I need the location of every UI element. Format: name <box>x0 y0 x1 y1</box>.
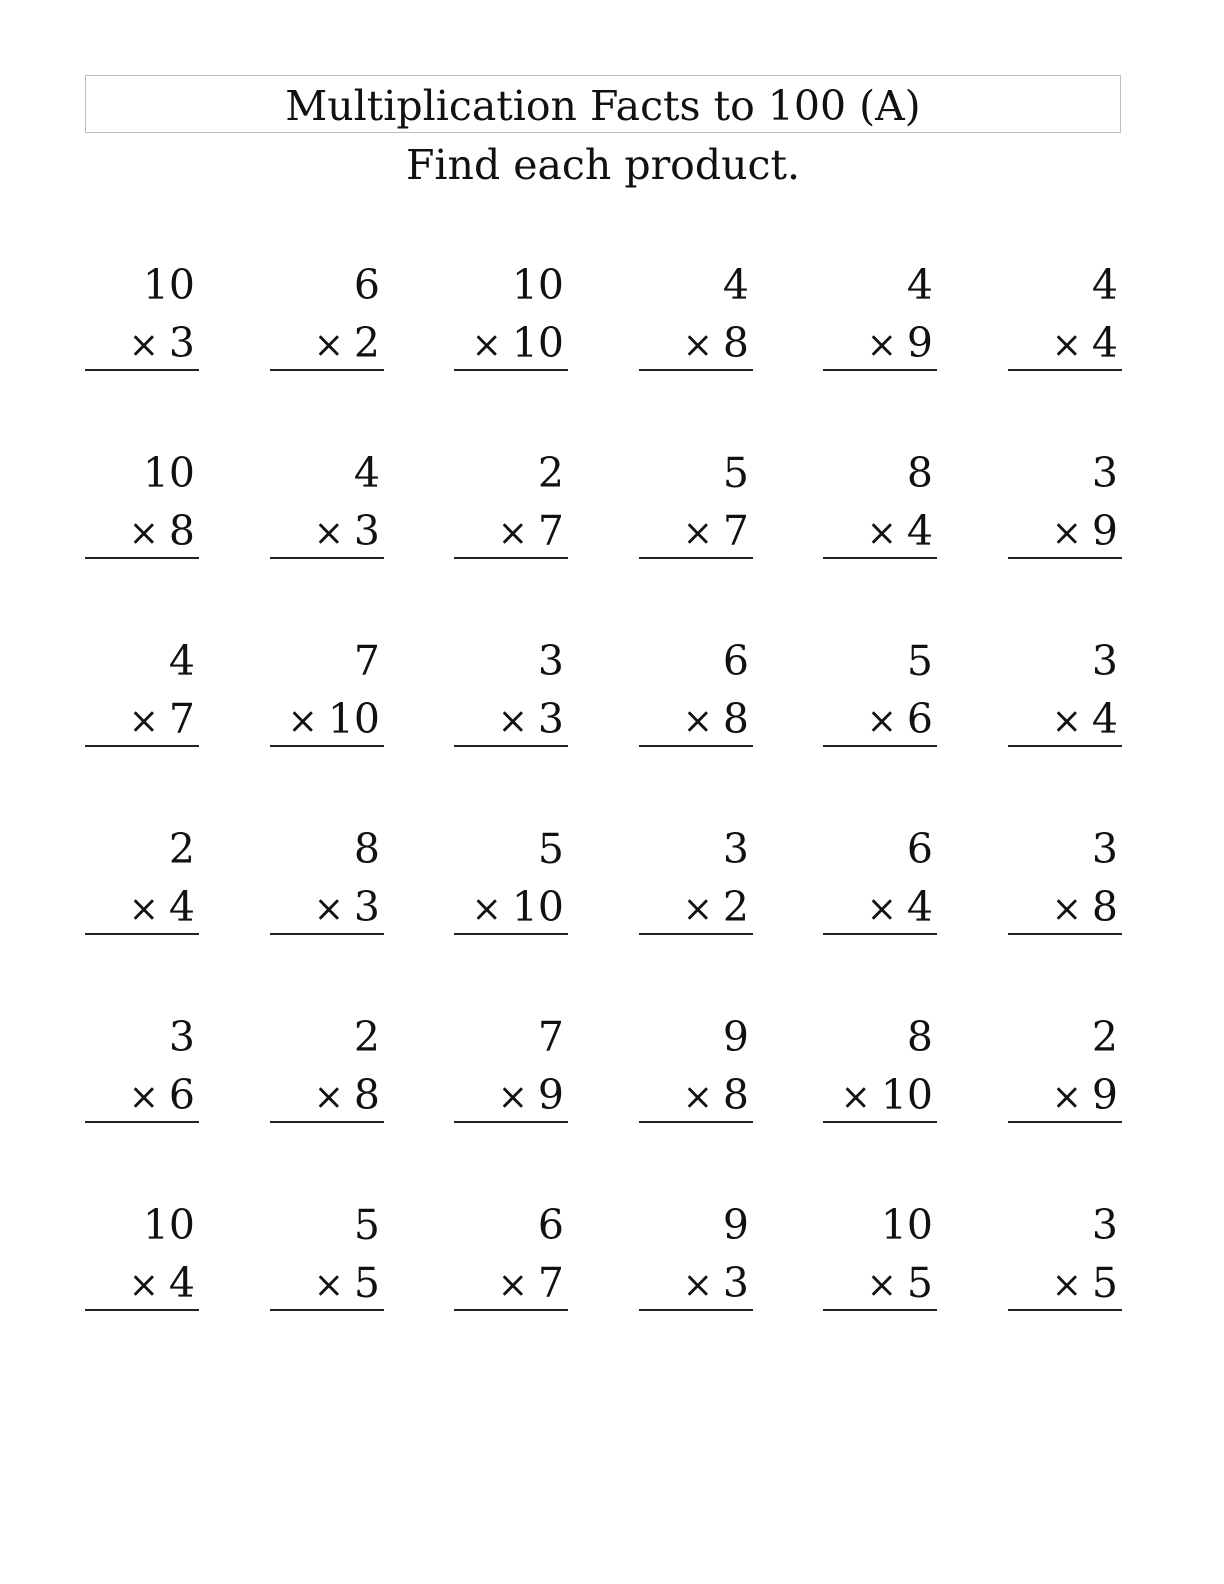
multiplier: 5 <box>353 1259 380 1307</box>
multiplier: 3 <box>168 319 195 367</box>
multiplicand: 7 <box>537 1013 564 1061</box>
multiplier: 3 <box>353 883 380 931</box>
multiplier: 9 <box>906 319 933 367</box>
multiplier-line <box>498 1258 564 1311</box>
multiplier: 8 <box>722 319 749 367</box>
answer-line <box>823 1121 937 1123</box>
multiplier: 8 <box>722 695 749 743</box>
multiplier: 9 <box>1091 1071 1118 1119</box>
times-sign: × <box>313 1265 344 1306</box>
multiplicand: 3 <box>722 825 749 873</box>
problem-row <box>85 824 1123 1012</box>
times-sign: × <box>128 1077 159 1118</box>
multiplicand: 5 <box>906 637 933 685</box>
multiplicand: 9 <box>722 1013 749 1061</box>
times-sign: × <box>287 701 318 742</box>
answer-line <box>270 1121 384 1123</box>
problem <box>270 448 384 560</box>
multiplier-line <box>683 882 749 935</box>
multiplicand: 10 <box>142 449 195 497</box>
times-sign: × <box>866 701 897 742</box>
times-sign: × <box>313 513 344 554</box>
times-sign: × <box>866 325 897 366</box>
multiplier: 7 <box>168 695 195 743</box>
problem <box>454 636 568 748</box>
multiplier: 8 <box>353 1071 380 1119</box>
multiplier-line <box>314 1258 380 1311</box>
problem <box>823 824 937 936</box>
problem <box>270 1012 384 1124</box>
multiplier: 4 <box>906 507 933 555</box>
answer-line <box>85 745 199 747</box>
multiplicand: 4 <box>1091 261 1118 309</box>
problem <box>639 1200 753 1312</box>
answer-line <box>639 933 753 935</box>
multiplicand: 5 <box>537 825 564 873</box>
multiplier-line <box>498 694 564 747</box>
multiplicand: 9 <box>722 1201 749 1249</box>
multiplicand: 4 <box>353 449 380 497</box>
times-sign: × <box>1051 701 1082 742</box>
multiplier: 4 <box>906 883 933 931</box>
multiplier: 2 <box>353 319 380 367</box>
answer-line <box>639 1309 753 1311</box>
answer-line <box>1008 557 1122 559</box>
multiplier: 10 <box>511 319 564 367</box>
times-sign: × <box>866 889 897 930</box>
multiplicand: 3 <box>1091 637 1118 685</box>
multiplier-line <box>867 1258 933 1311</box>
answer-line <box>270 557 384 559</box>
multiplier-line <box>683 318 749 371</box>
multiplier: 9 <box>537 1071 564 1119</box>
multiplicand: 6 <box>353 261 380 309</box>
multiplier: 3 <box>537 695 564 743</box>
times-sign: × <box>682 513 713 554</box>
multiplier: 7 <box>537 1259 564 1307</box>
answer-line <box>85 933 199 935</box>
multiplier: 5 <box>1091 1259 1118 1307</box>
multiplier-line <box>1052 1258 1118 1311</box>
multiplier: 5 <box>906 1259 933 1307</box>
times-sign: × <box>497 513 528 554</box>
multiplier-line <box>683 1258 749 1311</box>
answer-line <box>454 933 568 935</box>
answer-line <box>270 369 384 371</box>
multiplier: 8 <box>1091 883 1118 931</box>
multiplier: 8 <box>722 1071 749 1119</box>
times-sign: × <box>471 325 502 366</box>
answer-line <box>85 369 199 371</box>
problem-row <box>85 1200 1123 1388</box>
multiplier: 2 <box>722 883 749 931</box>
multiplier: 6 <box>168 1071 195 1119</box>
multiplier-line <box>498 506 564 559</box>
problem <box>1008 824 1122 936</box>
multiplier-line <box>867 882 933 935</box>
multiplier-line <box>129 1070 195 1123</box>
multiplicand: 6 <box>906 825 933 873</box>
multiplier: 10 <box>327 695 380 743</box>
answer-line <box>1008 933 1122 935</box>
times-sign: × <box>313 889 344 930</box>
multiplier: 10 <box>511 883 564 931</box>
answer-line <box>454 1309 568 1311</box>
multiplier-line <box>683 694 749 747</box>
answer-line <box>639 369 753 371</box>
multiplier-line <box>314 318 380 371</box>
multiplier-line <box>1052 318 1118 371</box>
answer-line <box>454 369 568 371</box>
answer-line <box>270 745 384 747</box>
problem <box>85 260 199 372</box>
times-sign: × <box>471 889 502 930</box>
multiplier-line <box>867 318 933 371</box>
times-sign: × <box>682 701 713 742</box>
times-sign: × <box>1051 1265 1082 1306</box>
answer-line <box>823 933 937 935</box>
times-sign: × <box>313 1077 344 1118</box>
multiplier-line <box>129 882 195 935</box>
multiplicand: 8 <box>906 1013 933 1061</box>
problem-row <box>85 1012 1123 1200</box>
times-sign: × <box>1051 513 1082 554</box>
multiplier: 8 <box>168 507 195 555</box>
multiplicand: 8 <box>906 449 933 497</box>
multiplier-line <box>472 882 564 935</box>
answer-line <box>639 745 753 747</box>
multiplier: 4 <box>168 883 195 931</box>
worksheet-title: Multiplication Facts to 100 (A) <box>285 82 921 130</box>
problem-row <box>85 636 1123 824</box>
multiplier-line <box>129 506 195 559</box>
multiplier-line <box>1052 882 1118 935</box>
problem <box>454 1012 568 1124</box>
worksheet-instructions: Find each product. <box>405 141 800 189</box>
answer-line <box>823 557 937 559</box>
problem <box>270 824 384 936</box>
problem <box>270 260 384 372</box>
multiplier: 9 <box>1091 507 1118 555</box>
answer-line <box>823 369 937 371</box>
multiplicand: 10 <box>880 1201 933 1249</box>
problem <box>454 1200 568 1312</box>
multiplier: 7 <box>722 507 749 555</box>
multiplier-line <box>1052 506 1118 559</box>
problem <box>454 448 568 560</box>
times-sign: × <box>682 1265 713 1306</box>
times-sign: × <box>1051 1077 1082 1118</box>
problem <box>639 636 753 748</box>
answer-line <box>85 1309 199 1311</box>
multiplier-line <box>1052 694 1118 747</box>
times-sign: × <box>840 1077 871 1118</box>
multiplicand: 6 <box>722 637 749 685</box>
times-sign: × <box>128 325 159 366</box>
problem <box>85 448 199 560</box>
problem <box>639 824 753 936</box>
multiplicand: 4 <box>906 261 933 309</box>
multiplicand: 3 <box>1091 449 1118 497</box>
problem <box>85 1012 199 1124</box>
multiplicand: 3 <box>168 1013 195 1061</box>
problem-row <box>85 448 1123 636</box>
problem <box>639 448 753 560</box>
answer-line <box>639 1121 753 1123</box>
answer-line <box>639 557 753 559</box>
times-sign: × <box>682 889 713 930</box>
times-sign: × <box>128 1265 159 1306</box>
multiplier-line <box>683 506 749 559</box>
multiplier-line <box>867 506 933 559</box>
problem <box>639 260 753 372</box>
multiplier-line <box>288 694 380 747</box>
multiplicand: 5 <box>353 1201 380 1249</box>
problem <box>270 1200 384 1312</box>
multiplier-line <box>129 694 195 747</box>
times-sign: × <box>497 1265 528 1306</box>
multiplier-line <box>1052 1070 1118 1123</box>
times-sign: × <box>1051 325 1082 366</box>
multiplier-line <box>314 882 380 935</box>
answer-line <box>1008 745 1122 747</box>
answer-line <box>270 1309 384 1311</box>
multiplier-line <box>683 1070 749 1123</box>
times-sign: × <box>497 1077 528 1118</box>
multiplicand: 2 <box>537 449 564 497</box>
problem <box>1008 1012 1122 1124</box>
times-sign: × <box>866 513 897 554</box>
answer-line <box>823 745 937 747</box>
multiplier: 7 <box>537 507 564 555</box>
multiplier-line <box>498 1070 564 1123</box>
multiplicand: 4 <box>722 261 749 309</box>
times-sign: × <box>682 325 713 366</box>
times-sign: × <box>682 1077 713 1118</box>
problem <box>85 1200 199 1312</box>
times-sign: × <box>1051 889 1082 930</box>
answer-line <box>454 557 568 559</box>
multiplicand: 2 <box>353 1013 380 1061</box>
multiplier: 10 <box>880 1071 933 1119</box>
problem <box>1008 260 1122 372</box>
multiplicand: 2 <box>168 825 195 873</box>
problem <box>454 260 568 372</box>
multiplicand: 7 <box>353 637 380 685</box>
multiplier-line <box>841 1070 933 1123</box>
multiplicand: 4 <box>168 637 195 685</box>
answer-line <box>85 557 199 559</box>
multiplicand: 2 <box>1091 1013 1118 1061</box>
times-sign: × <box>313 325 344 366</box>
multiplicand: 5 <box>722 449 749 497</box>
times-sign: × <box>497 701 528 742</box>
multiplicand: 6 <box>537 1201 564 1249</box>
problem <box>1008 448 1122 560</box>
answer-line <box>1008 369 1122 371</box>
multiplicand: 10 <box>142 1201 195 1249</box>
problem-row <box>85 260 1123 448</box>
problem <box>1008 1200 1122 1312</box>
multiplier-line <box>129 1258 195 1311</box>
times-sign: × <box>128 701 159 742</box>
answer-line <box>85 1121 199 1123</box>
multiplier-line <box>129 318 195 371</box>
problem-grid <box>85 260 1123 1388</box>
problem <box>823 636 937 748</box>
answer-line <box>1008 1309 1122 1311</box>
answer-line <box>454 1121 568 1123</box>
times-sign: × <box>128 889 159 930</box>
answer-line <box>454 745 568 747</box>
multiplier: 3 <box>353 507 380 555</box>
multiplier: 4 <box>1091 695 1118 743</box>
problem <box>454 824 568 936</box>
problem <box>639 1012 753 1124</box>
problem <box>1008 636 1122 748</box>
multiplier: 4 <box>1091 319 1118 367</box>
problem <box>270 636 384 748</box>
answer-line <box>1008 1121 1122 1123</box>
multiplier-line <box>472 318 564 371</box>
answer-line <box>270 933 384 935</box>
answer-line <box>823 1309 937 1311</box>
multiplicand: 3 <box>1091 1201 1118 1249</box>
multiplier-line <box>867 694 933 747</box>
problem <box>823 448 937 560</box>
multiplicand: 8 <box>353 825 380 873</box>
multiplier: 6 <box>906 695 933 743</box>
multiplier: 4 <box>168 1259 195 1307</box>
problem <box>823 1012 937 1124</box>
problem <box>85 824 199 936</box>
problem <box>823 260 937 372</box>
multiplier: 3 <box>722 1259 749 1307</box>
multiplicand: 3 <box>1091 825 1118 873</box>
times-sign: × <box>866 1265 897 1306</box>
multiplicand: 3 <box>537 637 564 685</box>
multiplicand: 10 <box>142 261 195 309</box>
multiplier-line <box>314 506 380 559</box>
problem <box>85 636 199 748</box>
problem <box>823 1200 937 1312</box>
multiplicand: 10 <box>511 261 564 309</box>
multiplier-line <box>314 1070 380 1123</box>
times-sign: × <box>128 513 159 554</box>
